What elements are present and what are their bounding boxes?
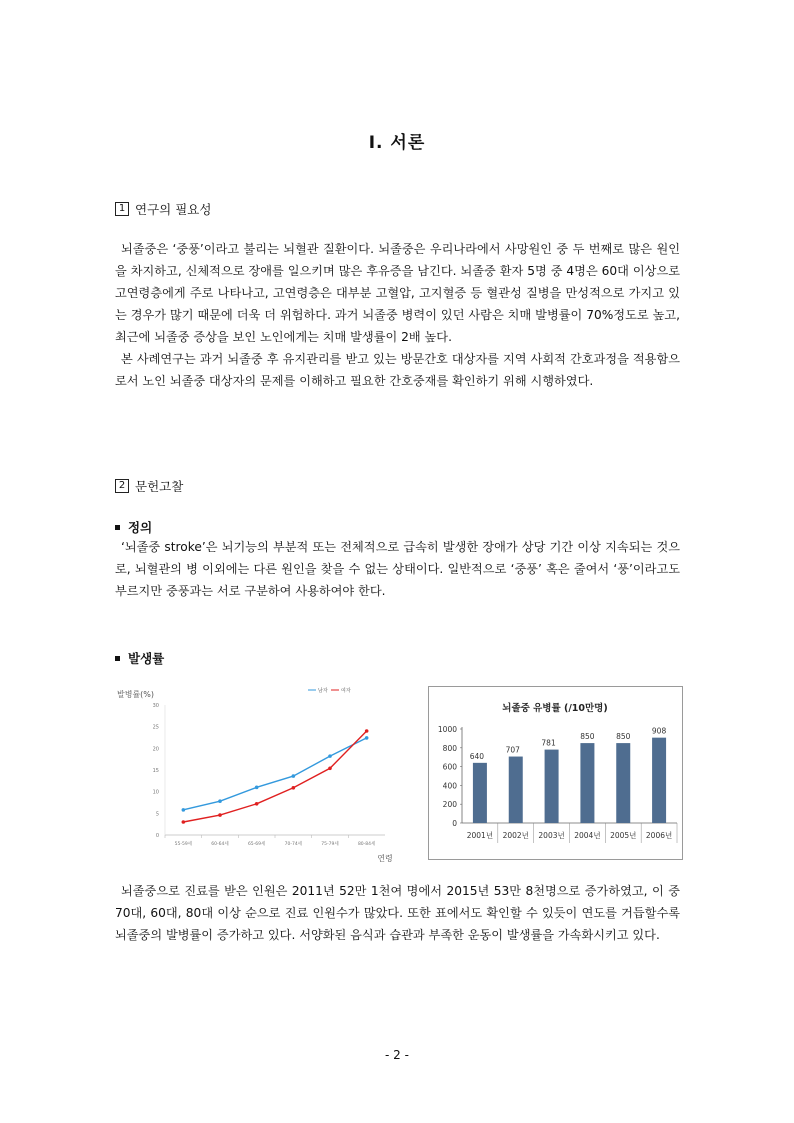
- bar: [616, 743, 630, 823]
- y-tick-label: 5: [155, 811, 159, 818]
- data-label: 850: [616, 732, 631, 742]
- page-number: - 2 -: [385, 1048, 409, 1062]
- y-axis-label: 발병률(%): [117, 690, 155, 699]
- series-line: [183, 738, 366, 810]
- prevalence-bar-chart-frame: [428, 686, 683, 860]
- square-bullet-icon: [115, 525, 120, 530]
- y-tick-label: 10: [152, 789, 159, 796]
- data-label: 781: [541, 738, 556, 748]
- data-point: [328, 754, 332, 758]
- x-tick-label: 2003년: [538, 831, 565, 840]
- data-point: [255, 802, 259, 806]
- data-point: [218, 799, 222, 803]
- y-tick-label: 800: [442, 743, 457, 753]
- data-point: [365, 729, 369, 733]
- y-tick-label: 400: [442, 781, 457, 791]
- prevalence-bar-chart: [429, 687, 682, 859]
- section-heading-literature: [115, 477, 183, 495]
- incidence-heading-text: 발생률: [128, 651, 165, 666]
- incidence-body: [115, 880, 680, 946]
- data-label: 850: [580, 732, 595, 742]
- bar: [545, 750, 559, 823]
- x-tick-label: 2001년: [466, 831, 494, 840]
- x-tick-label: 75-79세: [321, 842, 339, 847]
- data-point: [292, 774, 296, 778]
- x-tick-label: 60-64세: [211, 842, 229, 847]
- data-point: [365, 736, 369, 740]
- x-tick-label: 2002년: [502, 831, 529, 840]
- need-body: [115, 238, 680, 392]
- data-point: [255, 786, 259, 790]
- x-tick-label: 70-74세: [284, 842, 303, 847]
- x-tick-label: 2004년: [574, 831, 601, 840]
- x-axis-label: 연령: [377, 854, 393, 863]
- data-point: [218, 813, 222, 817]
- y-tick-label: 600: [442, 762, 457, 772]
- need-paragraph-2: 본 사례연구는 과거 뇌졸중 후 유지관리를 받고 있는 방문간호 대상자를 지역 사회적 간호과정을 적용함으로서 노인 뇌졸중 대상자의 문제를 이해하고 필요한 간호중재를 확인하기 위해 시행하였다.: [115, 352, 680, 388]
- definition-heading-text: 정의: [128, 520, 153, 535]
- incidence-paragraph: 뇌졸중으로 진료를 받은 인원은 2011년 52만 1천여 명에서 2015년 53만 8천명으로 증가하였고, 이 중 70대, 60대, 80대 이상 순으로 진료 인원수가 많았다. 또한 표에서도 확인할 수 있듯이 연도를 거듭할수록 뇌졸중의 발병률이 증가하고 있다. 서양화된 음식과 습관과 부족한 운동이 발생률을 가속화시키고 있다.: [115, 884, 680, 942]
- y-tick-label: 25: [152, 724, 159, 731]
- data-label: 640: [469, 751, 485, 761]
- bar: [473, 763, 487, 823]
- x-tick-label: 2006년: [645, 831, 673, 840]
- series-line: [183, 731, 366, 822]
- data-point: [328, 766, 332, 770]
- need-paragraph-1: 뇌졸중은 ‘중풍’이라고 불리는 뇌혈관 질환이다. 뇌졸중은 우리나라에서 사망원인 중 두 번째로 많은 원인을 차지하고, 신체적으로 장애를 일으키며 많은 후유증을 남긴다. 뇌졸중 환자 5명 중 4명은 60대 이상으로 고연령층에게 주로 나타나고, 고연령층은 대부분 고혈압, 고지혈증 등 혈관성 질병을 만성적으로 가지고 있는 경우가 많기 때문에 더욱 더 위험하다. 과거 뇌졸중 병력이 있던 사람은 치매 발병률이 70%정도로 높고, 최근에 뇌졸중 증상을 보인 노인에게는 치매 발생률이 2배 높다.: [115, 242, 680, 344]
- legend-label: 여자: [341, 688, 351, 694]
- x-tick-label: 2005년: [610, 831, 637, 840]
- y-tick-label: 0: [452, 819, 457, 828]
- y-tick-label: 200: [442, 800, 457, 810]
- data-point: [292, 786, 296, 790]
- section-heading-text: 문헌고찰: [135, 479, 184, 494]
- x-tick-label: 80-84세: [357, 842, 376, 847]
- bar: [509, 757, 523, 823]
- section-number-box: 2: [115, 479, 129, 493]
- section-heading-text: 연구의 필요성: [135, 202, 212, 217]
- y-tick-label: 20: [152, 746, 159, 753]
- data-label: 908: [651, 726, 667, 736]
- bar: [580, 743, 594, 823]
- incidence-heading: [115, 649, 164, 667]
- y-tick-label: 30: [152, 703, 159, 709]
- bar: [652, 738, 666, 823]
- square-bullet-icon: [115, 656, 120, 661]
- x-tick-label: 55-59세: [174, 842, 193, 847]
- page-title: Ⅰ. 서론: [368, 133, 426, 153]
- y-tick-label: 0: [155, 833, 159, 839]
- x-tick-label: 65-69세: [247, 842, 266, 847]
- data-point: [182, 808, 186, 812]
- definition-body: [115, 536, 680, 602]
- chart-title: 뇌졸중 유병률 (/10만명): [502, 703, 608, 714]
- y-tick-label: 15: [152, 768, 159, 774]
- data-point: [182, 820, 186, 824]
- section-number-box: 1: [115, 202, 129, 216]
- incidence-line-chart: [115, 683, 397, 863]
- section-heading-need: [115, 200, 211, 218]
- legend-label: 남자: [318, 688, 328, 694]
- data-label: 707: [505, 745, 520, 755]
- definition-paragraph: ‘뇌졸중 stroke’은 뇌기능의 부분적 또는 전체적으로 급속히 발생한 장애가 상당 기간 이상 지속되는 것으로, 뇌혈관의 병 이외에는 다른 원인을 찾을 수 없는 상태이다. 일반적으로 ‘중풍’ 혹은 줄여서 ‘풍’이라고도 부르지만 중풍과는 서로 구분하여 사용하여야 한다.: [115, 540, 680, 598]
- definition-heading: [115, 518, 152, 536]
- y-tick-label: 1000: [437, 725, 457, 734]
